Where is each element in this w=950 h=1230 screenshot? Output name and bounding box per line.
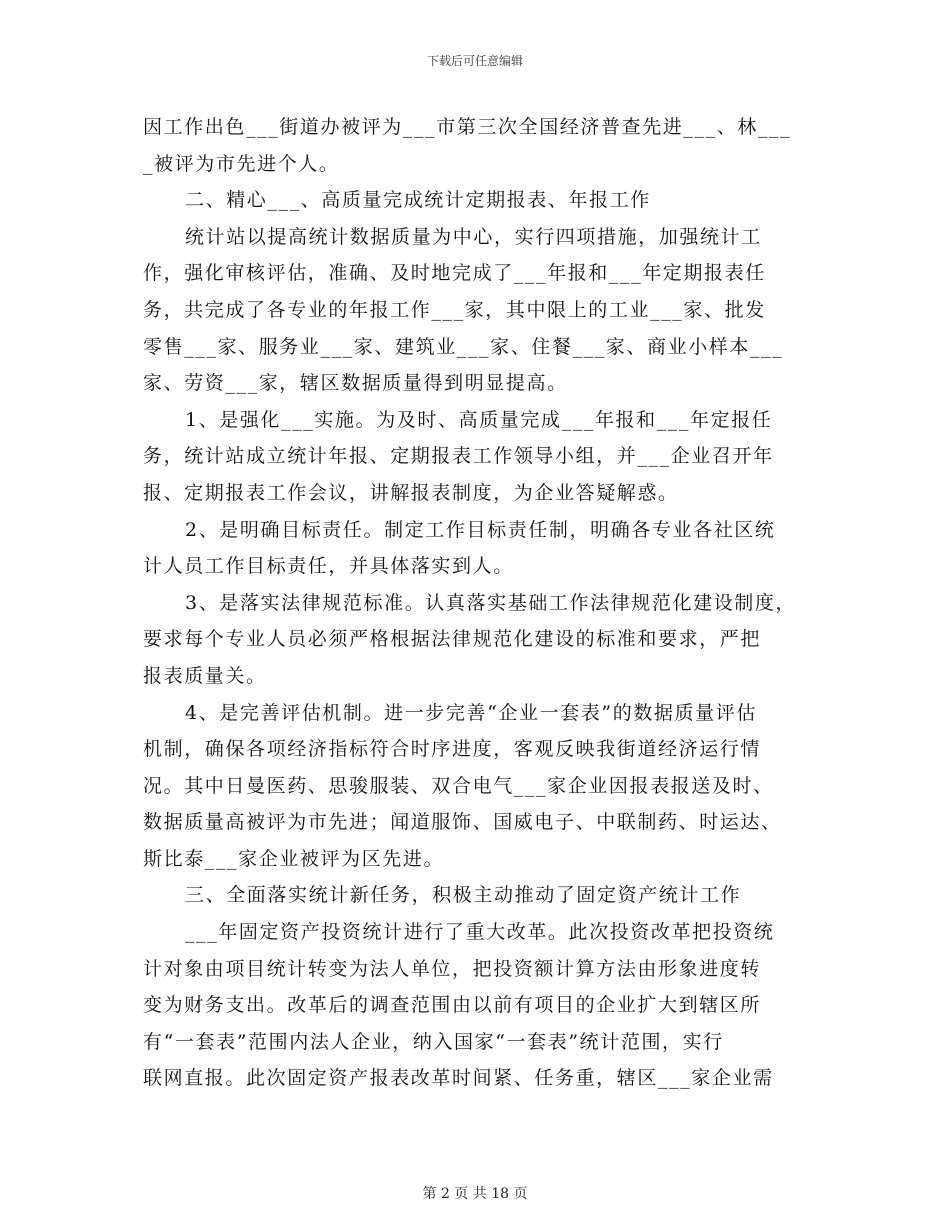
text-line: 况。其中日曼医药、思骏服装、双合电气___家企业因报表报送及时、 [143, 774, 774, 797]
text-line: 4、是完善评估机制。进一步完善“企业一套表”的数据质量评估 [185, 701, 757, 724]
text-line: 机制，确保各项经济指标符合时序进度，客观反映我街道经济运行情 [143, 738, 762, 761]
text-line: 联网直报。此次固定资产报表改革时间紧、任务重，辖区___家企业需 [143, 1067, 774, 1090]
text-line: 零售___家、服务业___家、建筑业___家、住餐___家、商业小样本___ [143, 335, 784, 358]
text-line: 家、劳资___家，辖区数据质量得到明显提高。 [143, 372, 568, 395]
text-line: 2、是明确目标责任。制定工作目标责任制，明确各专业各社区统 [185, 518, 776, 541]
text-line: 报表质量关。 [143, 664, 267, 687]
text-line: 3、是落实法律规范标准。认真落实基础工作法律规范化建设制度， [185, 591, 797, 614]
text-line: 有“一套表”范围内法人企业，纳入国家“一套表”统计范围，实行 [143, 1030, 724, 1053]
page-footer: 第 2 页 共 18 页 [422, 1186, 528, 1202]
text-line: 要求每个专业人员必须严格根据法律规范化建设的标准和要求，严把 [143, 628, 762, 651]
document-body [143, 114, 808, 1102]
text-line: ___年固定资产投资统计进行了重大改革。此次投资改革把投资统 [185, 921, 775, 944]
text-line: _被评为市先进个人。 [143, 152, 340, 175]
text-line: 务，共完成了各专业的年报工作___家，其中限上的工业___家、批发 [143, 298, 766, 321]
text-line: 作，强化审核评估，准确、及时地完成了___年报和___年定期报表任 [143, 262, 766, 285]
text-line: 三、全面落实统计新任务，积极主动推动了固定资产统计工作 [185, 884, 742, 907]
text-line: 计人员工作目标责任，并具体落实到人。 [143, 555, 514, 578]
text-line: 1、是强化___实施。为及时、高质量完成___年报和___年定报任 [185, 408, 773, 431]
text-line: 务，统计站成立统计年报、定期报表工作领导小组，并___企业召开年 [143, 445, 774, 468]
text-line: 因工作出色___街道办被评为___市第三次全国经济普查先进___、林___ [143, 116, 792, 138]
text-line: 斯比泰___家企业被评为区先进。 [143, 847, 445, 870]
text-line: 数据质量高被评为市先进；闻道服饰、国威电子、中联制药、时运达、 [143, 811, 782, 834]
text-line: 统计站以提高统计数据质量为中心，实行四项措施，加强统计工 [185, 225, 762, 248]
text-line: 计对象由项目统计转变为法人单位，把投资额计算方法由形象进度转 [143, 957, 762, 980]
text-line: 二、精心___、高质量完成统计定期报表、年报工作 [185, 189, 651, 212]
text-line: 报、定期报表工作会议，讲解报表制度，为企业答疑解惑。 [143, 481, 679, 504]
page-header: 下载后可任意编辑 [426, 54, 523, 68]
text-line: 变为财务支出。改革后的调查范围由以前有项目的企业扩大到辖区所 [143, 994, 762, 1017]
